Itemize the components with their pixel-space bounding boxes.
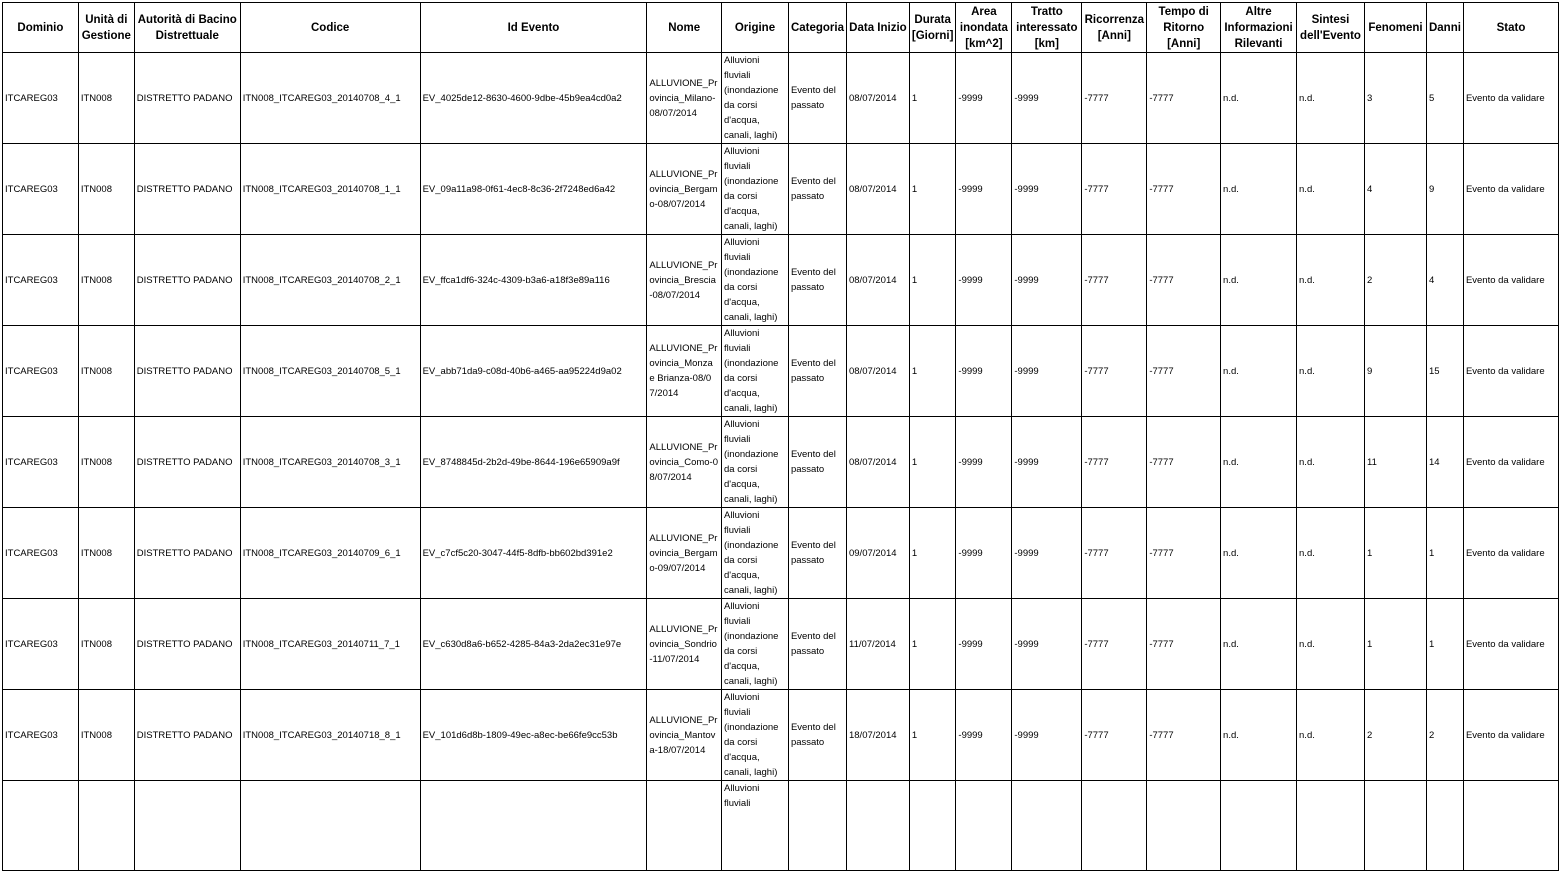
tempo-ritorno-cell: -7777 <box>1147 235 1221 326</box>
unita-cell: ITN008 <box>78 690 134 781</box>
altre-info-cell: n.d. <box>1221 326 1297 417</box>
categoria-cell: Evento del passato <box>788 144 846 235</box>
dominio-cell: ITCAREG03 <box>3 417 79 508</box>
ricorrenza-cell: -7777 <box>1082 417 1147 508</box>
dominio-cell: ITCAREG03 <box>3 508 79 599</box>
area-cell: -9999 <box>956 326 1012 417</box>
id-evento-cell: EV_4025de12-8630-4600-9dbe-45b9ea4cd0a2 <box>420 53 647 144</box>
codice-cell: ITN008_ITCAREG03_20140708_5_1 <box>240 326 420 417</box>
tempo-ritorno-cell: -7777 <box>1147 599 1221 690</box>
header-row <box>3 3 1559 53</box>
dominio-cell: ITCAREG03 <box>3 53 79 144</box>
durata-cell: 1 <box>909 144 956 235</box>
area-cell: -9999 <box>956 690 1012 781</box>
stato-cell: Evento da validare <box>1463 326 1558 417</box>
stato-cell: Evento da validare <box>1463 53 1558 144</box>
data-inizio-cell <box>846 781 909 871</box>
area-cell <box>956 781 1012 871</box>
id-evento-cell: EV_c7cf5c20-3047-44f5-8dfb-bb602bd391e2 <box>420 508 647 599</box>
nome-cell: ALLUVIONE_Provincia_Como-08/07/2014 <box>647 417 722 508</box>
stato-cell: Evento da validare <box>1463 235 1558 326</box>
unita-cell <box>78 781 134 871</box>
tempo-ritorno-cell: -7777 <box>1147 53 1221 144</box>
column-header: Ricorrenza [Anni] <box>1082 3 1147 53</box>
column-header: Id Evento <box>420 3 647 53</box>
data-inizio-cell: 08/07/2014 <box>846 417 909 508</box>
tempo-ritorno-cell: -7777 <box>1147 417 1221 508</box>
autorita-cell: DISTRETTO PADANO <box>134 690 240 781</box>
nome-cell: ALLUVIONE_Provincia_Bergamo-08/07/2014 <box>647 144 722 235</box>
area-cell: -9999 <box>956 53 1012 144</box>
sintesi-cell: n.d. <box>1297 599 1365 690</box>
altre-info-cell: n.d. <box>1221 508 1297 599</box>
durata-cell: 1 <box>909 235 956 326</box>
nome-cell: ALLUVIONE_Provincia_Bergamo-09/07/2014 <box>647 508 722 599</box>
codice-cell: ITN008_ITCAREG03_20140708_4_1 <box>240 53 420 144</box>
tratto-cell: -9999 <box>1012 235 1082 326</box>
origine-cell: Alluvioni fluviali (inondazione da corsi d'acqua, canali, laghi) <box>722 326 789 417</box>
durata-cell: 1 <box>909 690 956 781</box>
data-inizio-cell: 09/07/2014 <box>846 508 909 599</box>
altre-info-cell: n.d. <box>1221 235 1297 326</box>
column-header: Altre Informazioni Rilevanti <box>1221 3 1297 53</box>
danni-cell: 4 <box>1426 235 1463 326</box>
codice-cell: ITN008_ITCAREG03_20140708_3_1 <box>240 417 420 508</box>
durata-cell: 1 <box>909 508 956 599</box>
fenomeni-cell: 9 <box>1364 326 1426 417</box>
table-row <box>3 417 1559 508</box>
data-inizio-cell: 11/07/2014 <box>846 599 909 690</box>
data-inizio-cell: 08/07/2014 <box>846 235 909 326</box>
table-row <box>3 326 1559 417</box>
danni-cell: 15 <box>1426 326 1463 417</box>
stato-cell: Evento da validare <box>1463 508 1558 599</box>
sintesi-cell: n.d. <box>1297 144 1365 235</box>
fenomeni-cell: 1 <box>1364 599 1426 690</box>
column-header: Data Inizio <box>846 3 909 53</box>
nome-cell: ALLUVIONE_Provincia_Monza e Brianza-08/07/2014 <box>647 326 722 417</box>
dominio-cell: ITCAREG03 <box>3 326 79 417</box>
origine-cell: Alluvioni fluviali (inondazione da corsi d'acqua, canali, laghi) <box>722 508 789 599</box>
table-row <box>3 599 1559 690</box>
table-row <box>3 53 1559 144</box>
id-evento-cell: EV_09a11a98-0f61-4ec8-8c36-2f7248ed6a42 <box>420 144 647 235</box>
unita-cell: ITN008 <box>78 53 134 144</box>
ricorrenza-cell: -7777 <box>1082 53 1147 144</box>
stato-cell: Evento da validare <box>1463 599 1558 690</box>
nome-cell: ALLUVIONE_Provincia_Mantova-18/07/2014 <box>647 690 722 781</box>
area-cell: -9999 <box>956 417 1012 508</box>
area-cell: -9999 <box>956 144 1012 235</box>
categoria-cell: Evento del passato <box>788 690 846 781</box>
column-header: Tratto interessato [km] <box>1012 3 1082 53</box>
autorita-cell: DISTRETTO PADANO <box>134 326 240 417</box>
stato-cell: Evento da validare <box>1463 417 1558 508</box>
fenomeni-cell: 4 <box>1364 144 1426 235</box>
column-header: Area inondata [km^2] <box>956 3 1012 53</box>
sintesi-cell: n.d. <box>1297 417 1365 508</box>
ricorrenza-cell: -7777 <box>1082 235 1147 326</box>
ricorrenza-cell: -7777 <box>1082 508 1147 599</box>
data-inizio-cell: 08/07/2014 <box>846 53 909 144</box>
table-row <box>3 781 1559 871</box>
fenomeni-cell: 2 <box>1364 235 1426 326</box>
categoria-cell: Evento del passato <box>788 599 846 690</box>
id-evento-cell <box>420 781 647 871</box>
danni-cell: 9 <box>1426 144 1463 235</box>
tratto-cell: -9999 <box>1012 144 1082 235</box>
stato-cell: Evento da validare <box>1463 690 1558 781</box>
autorita-cell <box>134 781 240 871</box>
unita-cell: ITN008 <box>78 417 134 508</box>
altre-info-cell: n.d. <box>1221 144 1297 235</box>
codice-cell: ITN008_ITCAREG03_20140708_2_1 <box>240 235 420 326</box>
dominio-cell <box>3 781 79 871</box>
fenomeni-cell: 2 <box>1364 690 1426 781</box>
fenomeni-cell: 3 <box>1364 53 1426 144</box>
autorita-cell: DISTRETTO PADANO <box>134 144 240 235</box>
column-header: Dominio <box>3 3 79 53</box>
stato-cell: Evento da validare <box>1463 144 1558 235</box>
sintesi-cell <box>1297 781 1365 871</box>
origine-cell: Alluvioni fluviali (inondazione da corsi d'acqua, canali, laghi) <box>722 599 789 690</box>
origine-cell: Alluvioni fluviali (inondazione da corsi d'acqua, canali, laghi) <box>722 690 789 781</box>
autorita-cell: DISTRETTO PADANO <box>134 235 240 326</box>
durata-cell: 1 <box>909 417 956 508</box>
durata-cell: 1 <box>909 326 956 417</box>
column-header: Sintesi dell'Evento <box>1297 3 1365 53</box>
nome-cell: ALLUVIONE_Provincia_Milano-08/07/2014 <box>647 53 722 144</box>
column-header: Unità di Gestione <box>78 3 134 53</box>
tratto-cell <box>1012 781 1082 871</box>
tempo-ritorno-cell: -7777 <box>1147 690 1221 781</box>
unita-cell: ITN008 <box>78 508 134 599</box>
column-header: Danni <box>1426 3 1463 53</box>
dominio-cell: ITCAREG03 <box>3 144 79 235</box>
origine-cell: Alluvioni fluviali (inondazione da corsi d'acqua, canali, laghi) <box>722 417 789 508</box>
events-table <box>2 2 1559 871</box>
autorita-cell: DISTRETTO PADANO <box>134 599 240 690</box>
categoria-cell: Evento del passato <box>788 53 846 144</box>
sintesi-cell: n.d. <box>1297 690 1365 781</box>
dominio-cell: ITCAREG03 <box>3 599 79 690</box>
categoria-cell: Evento del passato <box>788 508 846 599</box>
danni-cell: 5 <box>1426 53 1463 144</box>
table-body <box>3 53 1559 871</box>
codice-cell <box>240 781 420 871</box>
nome-cell <box>647 781 722 871</box>
dominio-cell: ITCAREG03 <box>3 235 79 326</box>
unita-cell: ITN008 <box>78 326 134 417</box>
fenomeni-cell <box>1364 781 1426 871</box>
area-cell: -9999 <box>956 235 1012 326</box>
fenomeni-cell: 11 <box>1364 417 1426 508</box>
altre-info-cell <box>1221 781 1297 871</box>
categoria-cell: Evento del passato <box>788 326 846 417</box>
altre-info-cell: n.d. <box>1221 417 1297 508</box>
tempo-ritorno-cell: -7777 <box>1147 144 1221 235</box>
autorita-cell: DISTRETTO PADANO <box>134 53 240 144</box>
sintesi-cell: n.d. <box>1297 235 1365 326</box>
categoria-cell: Evento del passato <box>788 417 846 508</box>
altre-info-cell: n.d. <box>1221 690 1297 781</box>
column-header: Codice <box>240 3 420 53</box>
column-header: Tempo di Ritorno [Anni] <box>1147 3 1221 53</box>
column-header: Categoria <box>788 3 846 53</box>
tempo-ritorno-cell: -7777 <box>1147 326 1221 417</box>
column-header: Durata [Giorni] <box>909 3 956 53</box>
codice-cell: ITN008_ITCAREG03_20140711_7_1 <box>240 599 420 690</box>
danni-cell: 2 <box>1426 690 1463 781</box>
sintesi-cell: n.d. <box>1297 326 1365 417</box>
autorita-cell: DISTRETTO PADANO <box>134 417 240 508</box>
tratto-cell: -9999 <box>1012 417 1082 508</box>
origine-cell: Alluvioni fluviali (inondazione da corsi d'acqua, canali, laghi) <box>722 235 789 326</box>
column-header: Fenomeni <box>1364 3 1426 53</box>
id-evento-cell: EV_c630d8a6-b652-4285-84a3-2da2ec31e97e <box>420 599 647 690</box>
ricorrenza-cell: -7777 <box>1082 144 1147 235</box>
unita-cell: ITN008 <box>78 235 134 326</box>
durata-cell: 1 <box>909 53 956 144</box>
table-row <box>3 235 1559 326</box>
column-header: Autorità di Bacino Distrettuale <box>134 3 240 53</box>
sintesi-cell: n.d. <box>1297 53 1365 144</box>
altre-info-cell: n.d. <box>1221 53 1297 144</box>
column-header: Origine <box>722 3 789 53</box>
column-header: Nome <box>647 3 722 53</box>
tratto-cell: -9999 <box>1012 690 1082 781</box>
table-row <box>3 144 1559 235</box>
danni-cell: 1 <box>1426 508 1463 599</box>
danni-cell <box>1426 781 1463 871</box>
nome-cell: ALLUVIONE_Provincia_Sondrio-11/07/2014 <box>647 599 722 690</box>
stato-cell <box>1463 781 1558 871</box>
tempo-ritorno-cell <box>1147 781 1221 871</box>
durata-cell <box>909 781 956 871</box>
id-evento-cell: EV_abb71da9-c08d-40b6-a465-aa95224d9a02 <box>420 326 647 417</box>
id-evento-cell: EV_101d6d8b-1809-49ec-a8ec-be66fe9cc53b <box>420 690 647 781</box>
danni-cell: 1 <box>1426 599 1463 690</box>
table-row <box>3 690 1559 781</box>
codice-cell: ITN008_ITCAREG03_20140718_8_1 <box>240 690 420 781</box>
danni-cell: 14 <box>1426 417 1463 508</box>
tempo-ritorno-cell: -7777 <box>1147 508 1221 599</box>
autorita-cell: DISTRETTO PADANO <box>134 508 240 599</box>
ricorrenza-cell: -7777 <box>1082 599 1147 690</box>
origine-cell: Alluvioni fluviali (inondazione da corsi d'acqua, canali, laghi) <box>722 144 789 235</box>
durata-cell: 1 <box>909 599 956 690</box>
table-row <box>3 508 1559 599</box>
tratto-cell: -9999 <box>1012 326 1082 417</box>
ricorrenza-cell <box>1082 781 1147 871</box>
altre-info-cell: n.d. <box>1221 599 1297 690</box>
tratto-cell: -9999 <box>1012 508 1082 599</box>
unita-cell: ITN008 <box>78 144 134 235</box>
categoria-cell: Evento del passato <box>788 235 846 326</box>
unita-cell: ITN008 <box>78 599 134 690</box>
ricorrenza-cell: -7777 <box>1082 690 1147 781</box>
tratto-cell: -9999 <box>1012 53 1082 144</box>
data-inizio-cell: 08/07/2014 <box>846 326 909 417</box>
fenomeni-cell: 1 <box>1364 508 1426 599</box>
codice-cell: ITN008_ITCAREG03_20140709_6_1 <box>240 508 420 599</box>
sintesi-cell: n.d. <box>1297 508 1365 599</box>
column-header: Stato <box>1463 3 1558 53</box>
origine-cell: Alluvioni fluviali <box>722 781 789 871</box>
data-inizio-cell: 18/07/2014 <box>846 690 909 781</box>
dominio-cell: ITCAREG03 <box>3 690 79 781</box>
id-evento-cell: EV_8748845d-2b2d-49be-8644-196e65909a9f <box>420 417 647 508</box>
origine-cell: Alluvioni fluviali (inondazione da corsi d'acqua, canali, laghi) <box>722 53 789 144</box>
area-cell: -9999 <box>956 508 1012 599</box>
nome-cell: ALLUVIONE_Provincia_Brescia-08/07/2014 <box>647 235 722 326</box>
codice-cell: ITN008_ITCAREG03_20140708_1_1 <box>240 144 420 235</box>
area-cell: -9999 <box>956 599 1012 690</box>
id-evento-cell: EV_ffca1df6-324c-4309-b3a6-a18f3e89a116 <box>420 235 647 326</box>
data-inizio-cell: 08/07/2014 <box>846 144 909 235</box>
tratto-cell: -9999 <box>1012 599 1082 690</box>
categoria-cell <box>788 781 846 871</box>
ricorrenza-cell: -7777 <box>1082 326 1147 417</box>
